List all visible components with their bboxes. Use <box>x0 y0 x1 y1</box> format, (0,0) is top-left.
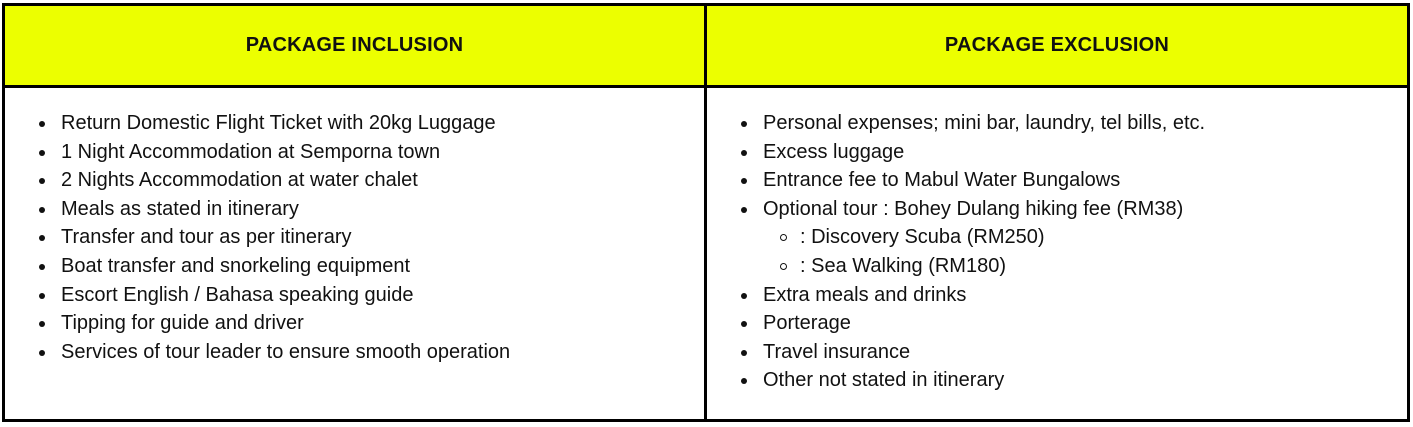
package-table <box>2 3 1410 422</box>
exclusion-item: Porterage <box>739 309 1407 338</box>
exclusion-item: Entrance fee to Mabul Water Bungalows <box>739 166 1407 195</box>
exclusion-header <box>707 6 1407 88</box>
exclusion-item: Other not stated in itinerary <box>739 366 1407 395</box>
exclusion-subitem: : Discovery Scuba (RM250) <box>739 223 1407 252</box>
exclusion-item: Excess luggage <box>739 138 1407 167</box>
inclusion-item: Return Domestic Flight Ticket with 20kg Luggage <box>37 109 704 138</box>
inclusion-item: 2 Nights Accommodation at water chalet <box>37 166 704 195</box>
inclusion-title: PACKAGE INCLUSION <box>245 34 464 56</box>
inclusion-item: Boat transfer and snorkeling equipment <box>37 252 704 281</box>
inclusion-item: Tipping for guide and driver <box>37 309 704 338</box>
inclusion-item: 1 Night Accommodation at Semporna town <box>37 138 704 167</box>
exclusion-item: Optional tour : Bohey Dulang hiking fee (RM38) <box>739 195 1407 224</box>
exclusion-title: PACKAGE EXCLUSION <box>944 34 1170 56</box>
exclusion-item: Travel insurance <box>739 338 1407 367</box>
inclusion-item: Escort English / Bahasa speaking guide <box>37 281 704 310</box>
inclusion-item: Transfer and tour as per itinerary <box>37 223 704 252</box>
exclusion-list <box>707 109 1407 395</box>
exclusion-subitem: : Sea Walking (RM180) <box>739 252 1407 281</box>
exclusion-item: Personal expenses; mini bar, laundry, tel bills, etc. <box>739 109 1407 138</box>
inclusion-cell <box>5 88 707 419</box>
inclusion-item: Meals as stated in itinerary <box>37 195 704 224</box>
inclusion-item: Services of tour leader to ensure smooth operation <box>37 338 704 367</box>
inclusion-header <box>5 6 707 88</box>
exclusion-item: Extra meals and drinks <box>739 281 1407 310</box>
inclusion-list <box>5 109 704 366</box>
exclusion-cell <box>707 88 1407 419</box>
